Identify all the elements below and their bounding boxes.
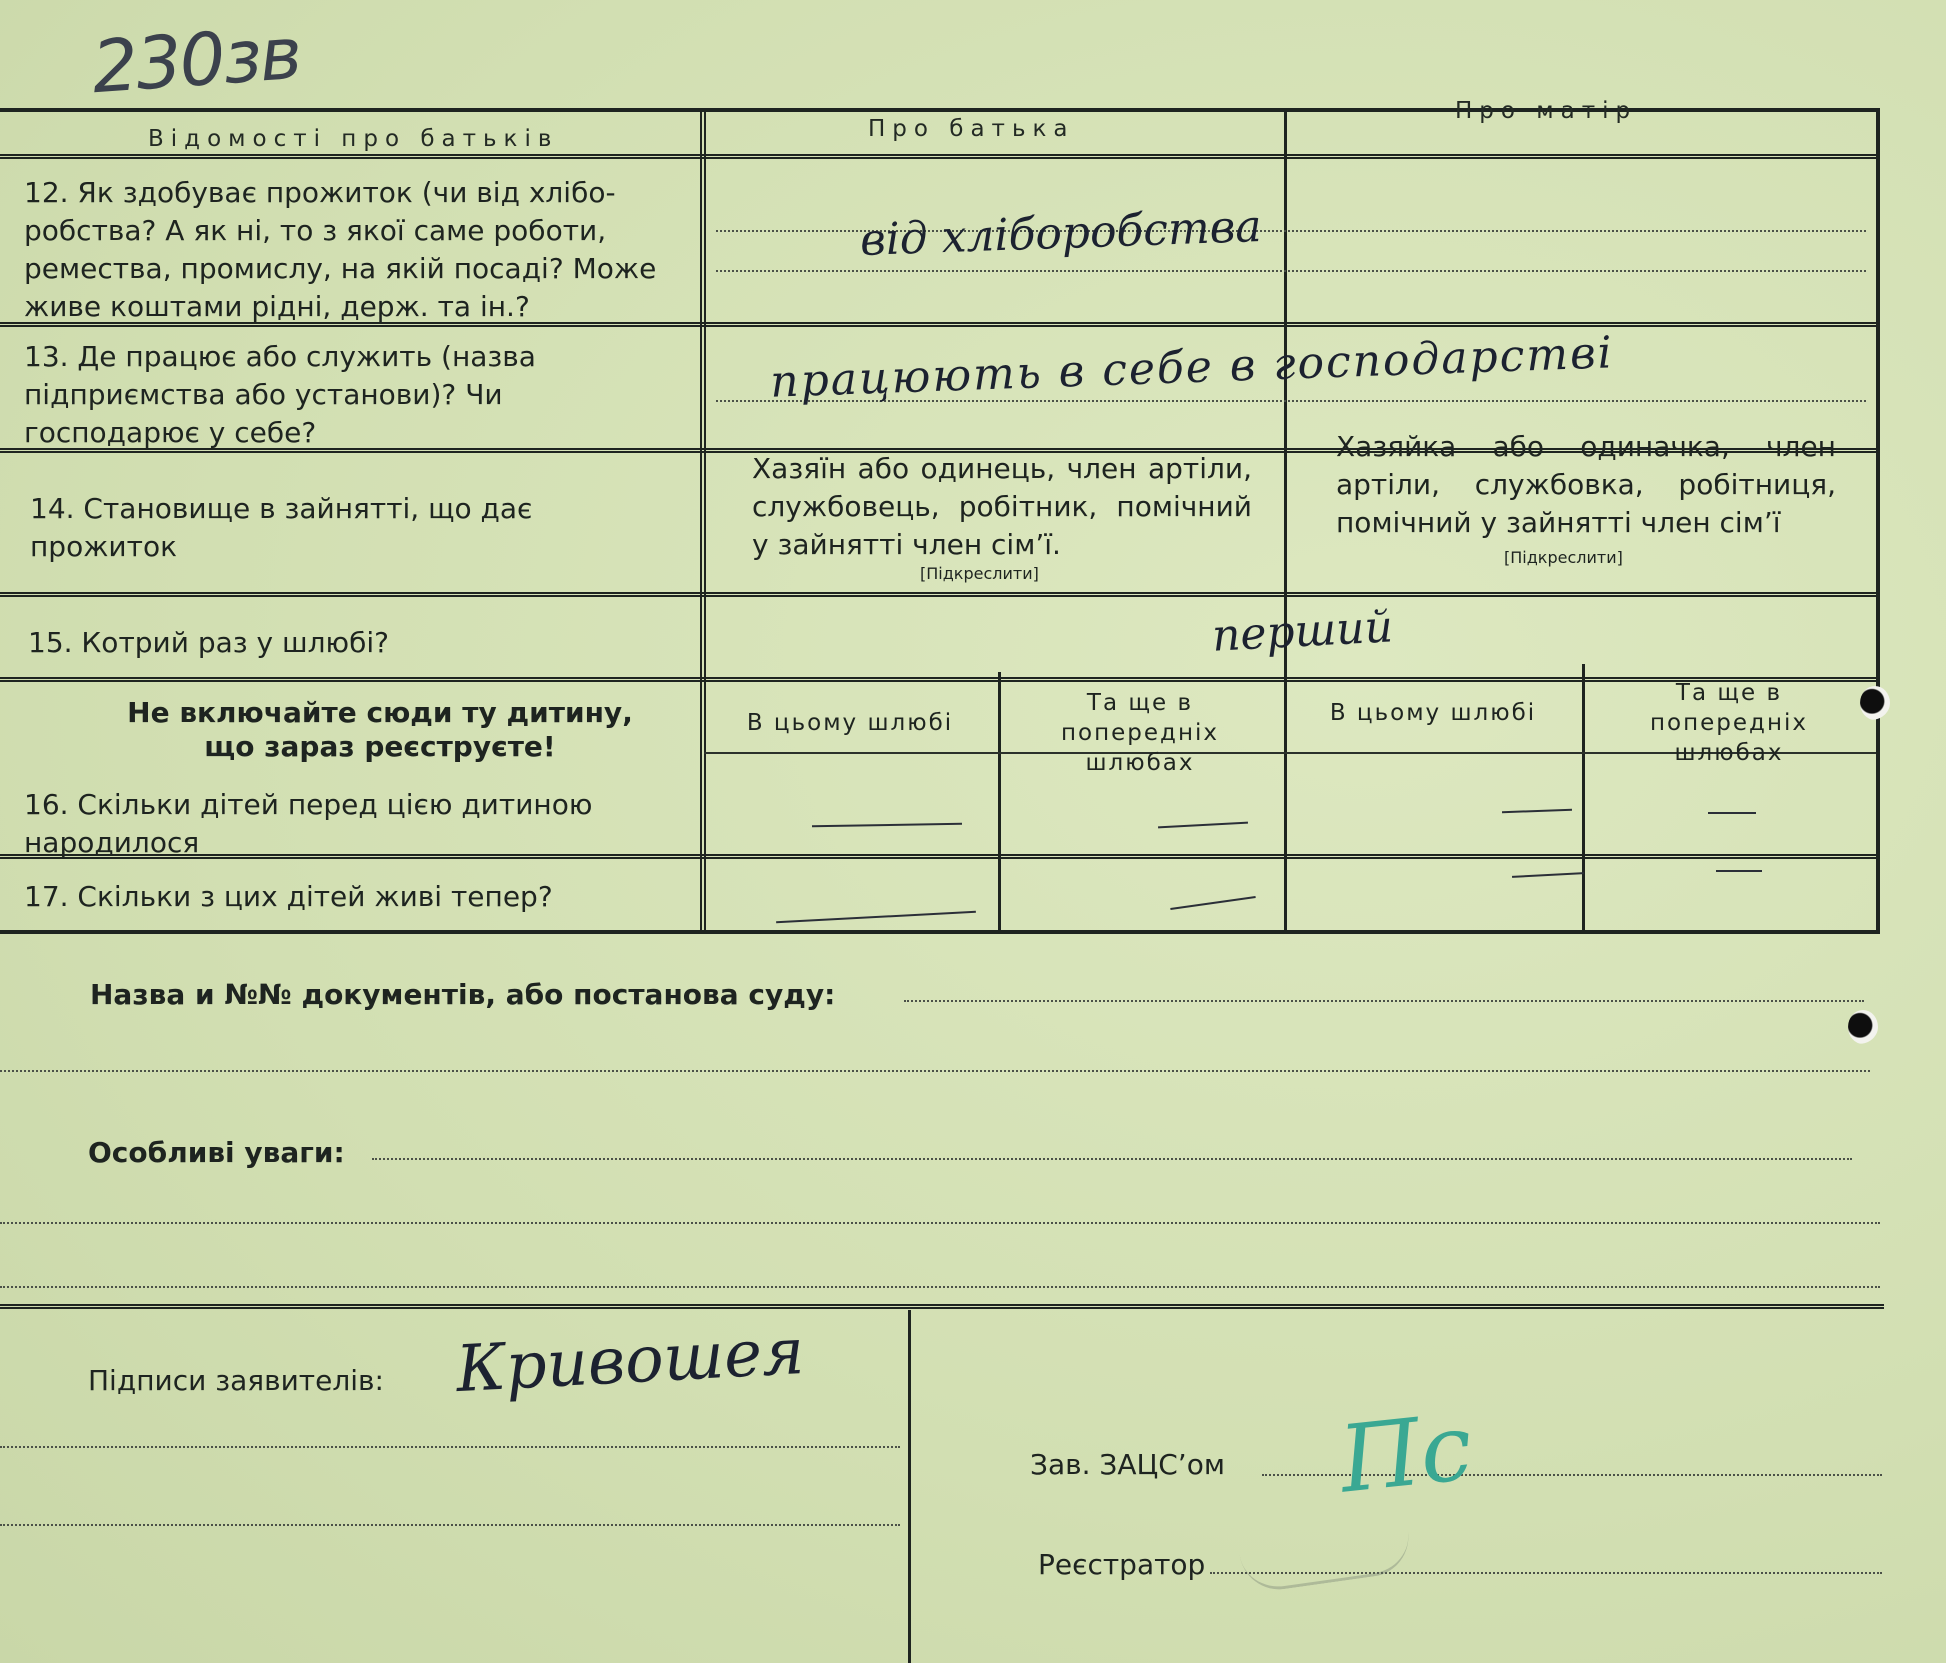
row-line-header [0,154,1876,159]
father-this-marriage: В цьому шлюбі [746,710,954,736]
q16-father-prev-dash [1158,822,1248,829]
remarks-line-1 [372,1158,1852,1160]
q17-father-prev-dash [1170,896,1255,910]
header-about-father: Про батька [868,116,1075,142]
signature-section-line [0,1304,1884,1309]
column-divider-parents [1284,112,1287,934]
q16-mother-this-dash [1502,809,1572,813]
zags-head-signature: Пс [1334,1393,1477,1514]
archive-number: 230зв [89,10,303,110]
q17-mother-this-dash [1512,872,1584,878]
column-divider-mother-sub [1582,664,1585,934]
answer-13: працюють в себе в господарстві [769,327,1615,408]
column-divider-father-sub [998,672,1001,934]
question-15: 15. Котрий раз у шлюбі? [28,626,390,659]
mother-this-marriage: В цьому шлюбі [1329,700,1537,726]
question-12: 12. Як здобуває прожиток (чи від хлібо-робства? А як ні, то з якої саме роботи, ремества, промислу, на якій посаді? Може живе коштами рідні, держ. та ін.? [24,176,657,323]
mother-previous-marriages: Та ще в попередніх шлюбах [1650,680,1808,766]
applicant-signature: Кривошея [454,1314,807,1408]
q17-mother-prev-dash [1716,870,1762,872]
question-16: 16. Скільки дітей перед цією дитиною народилося [24,788,593,859]
signature-section-divider [908,1310,911,1663]
punch-hole-lower [1848,1010,1878,1044]
children-notice: Не включайте сюди ту дитину, що зараз реєструєте! [127,696,633,763]
remarks-line-3 [0,1286,1880,1288]
father-previous-marriages: Та ще в попередніх шлюбах [1061,690,1219,776]
q14-father-underline-note: [Підкреслити] [920,564,1039,583]
header-about-mother: Про матір [1455,98,1638,124]
question-14: 14. Становище в зайнятті, що дає прожиток [30,492,533,563]
answer-15: перший [1210,601,1395,662]
documents-label: Назва и №№ документів, або постанова суду: [90,978,836,1011]
registrar-label: Реєстратор [1038,1548,1206,1581]
q14-mother-underline-note: [Підкреслити] [1504,548,1623,567]
question-17: 17. Скільки з цих дітей живі тепер? [24,880,553,913]
signatures-line-1 [0,1446,900,1448]
q17-father-this-dash [776,911,976,923]
parents-info-table [0,98,1880,934]
remarks-line-2 [0,1222,1880,1224]
remarks-label: Особливі уваги: [88,1136,345,1169]
question-13: 13. Де працює або служить (назва підприємства або установи)? Чи господарює у себе? [24,340,536,449]
q16-mother-prev-dash [1708,812,1756,814]
signatures-label: Підписи заявителів: [88,1364,384,1397]
answer-line-12b [716,270,1866,272]
q14-mother-options: Хазяйка або одиначка, член артіли, службовка, робітниця, помічний у зайнятті член сім’ї [1336,430,1836,539]
q16-father-this-dash [812,823,962,828]
documents-line-2 [0,1070,1870,1072]
header-parents-info: Відомості про батьків [148,126,559,152]
column-divider-main [700,112,706,934]
punch-hole-upper [1860,686,1890,720]
zags-head-label: Зав. ЗАЦС’ом [1030,1448,1225,1481]
q14-father-options: Хазяїн або одинець, член артіли, службовець, робітник, помічний у зайнятті член сім’ї. [752,452,1252,561]
answer-12-father: від хліборобства [859,201,1263,266]
row-line-14 [0,592,1876,597]
signatures-line-2 [0,1524,900,1526]
documents-line-1 [904,1000,1864,1002]
